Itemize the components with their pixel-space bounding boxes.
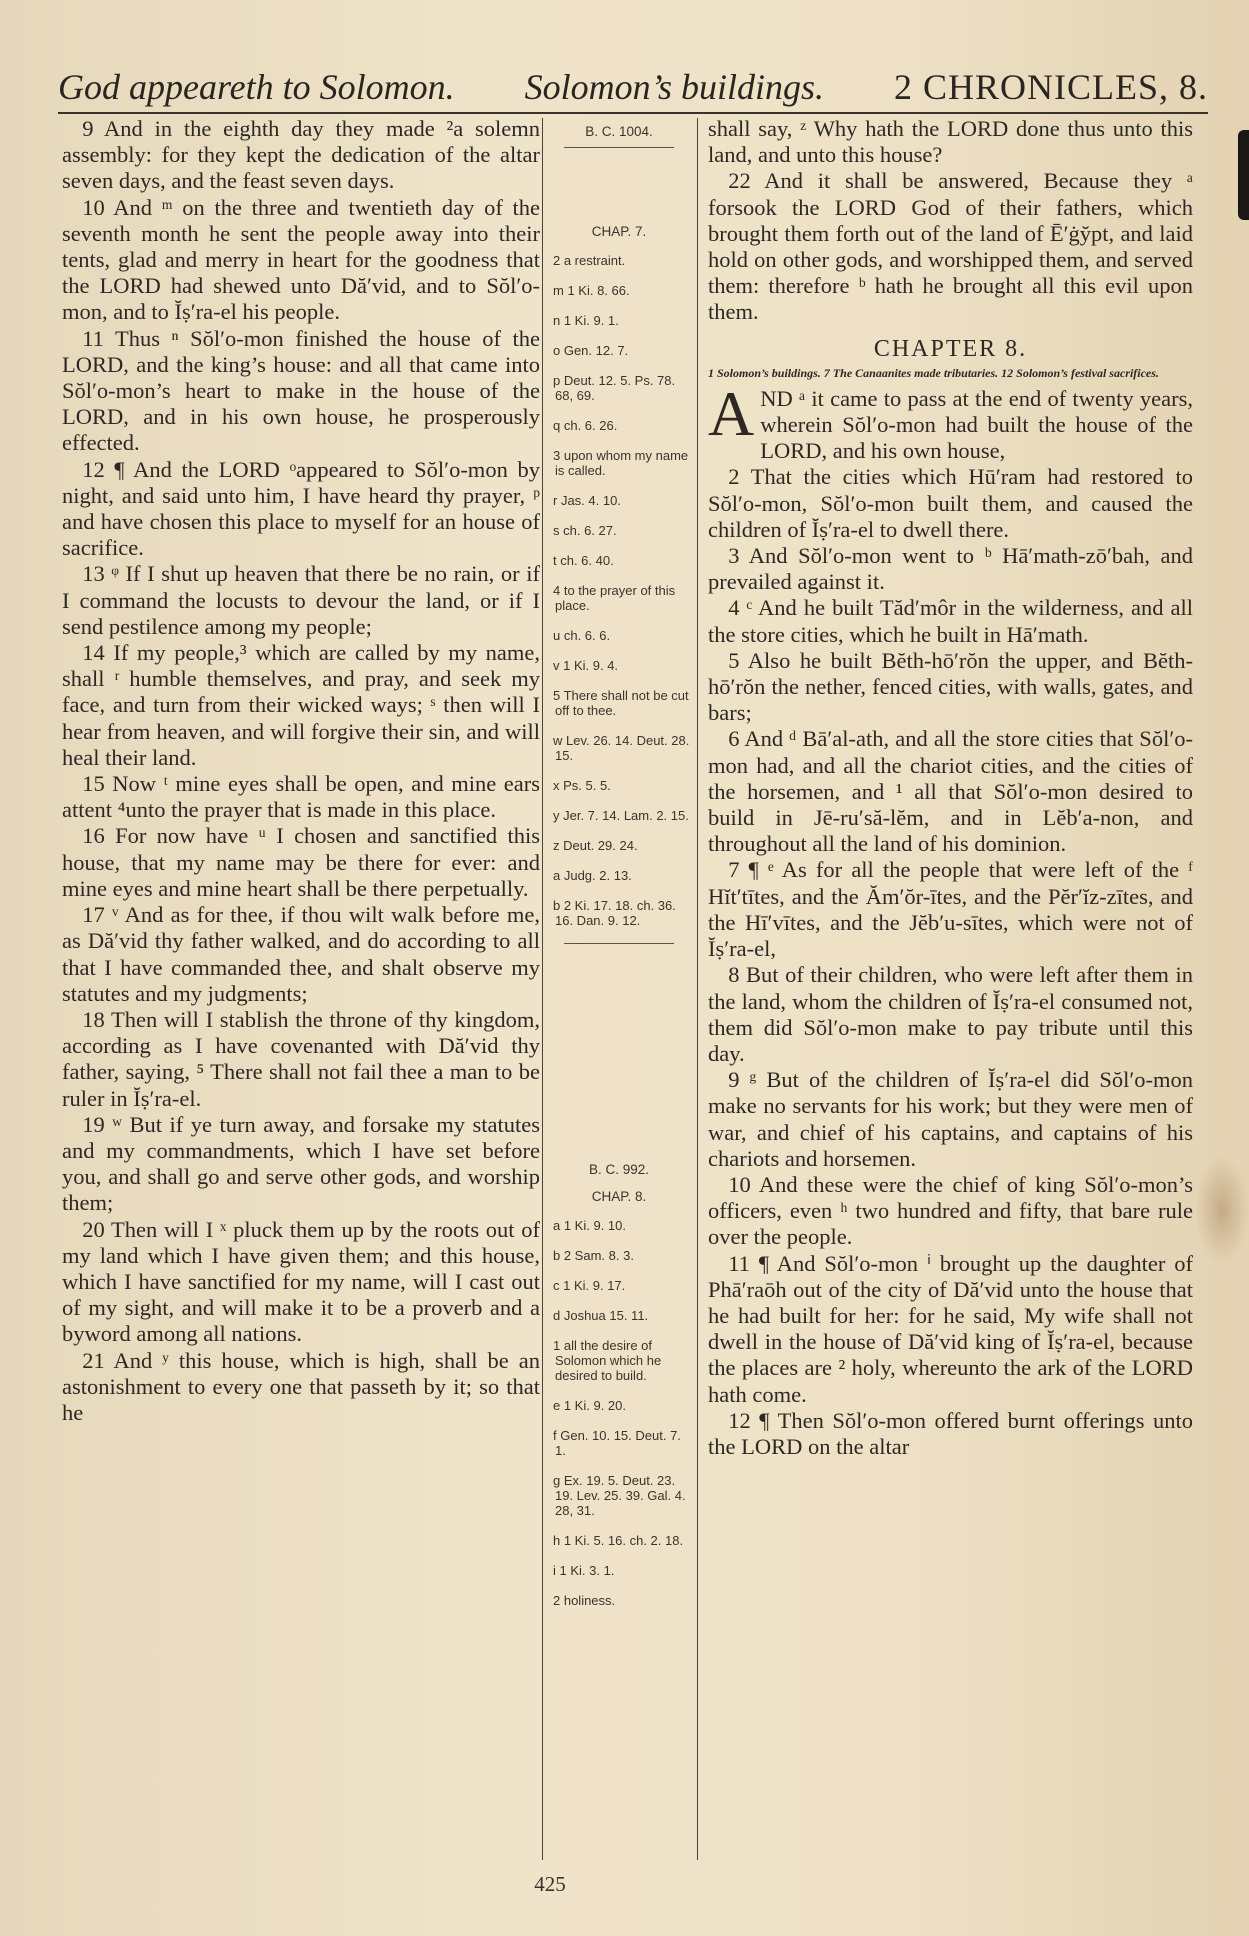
margin-reference: r Jas. 4. 10. [553,493,621,508]
verse-1 [708,377,1193,465]
verse: 11 Thus ⁿ Sŏl′o-mon finished the house of the LORD, and the king’s house: and all that came into Sŏl′o-mon’s heart to make in the house of the LORD, and in his own house, he prosperously effected. [62,325,540,456]
running-header [58,66,1208,118]
margin-reference: 3 upon whom my name is called. [553,448,689,478]
margin-reference: x Ps. 5. 5. [553,778,611,793]
margin-reference: m 1 Ki. 8. 66. [553,283,630,298]
margin-reference: v 1 Ki. 9. 4. [553,658,619,673]
verse: 20 Then will I ˣ pluck them up by the roots out of my land which I have given them; and this house, which I have sanctified for my name, will I cast out of my sight, and will make it to be a proverb and a byword among all nations. [62,1216,540,1347]
verse: 6 And ᵈ Bā′al-ath, and all the store cities that Sŏl′o-mon had, and all the chariot cities, and the cities of the horsemen, and ¹ all that Sŏl′o-mon desired to build in Jē-ru′să-lĕm, and in Lĕb′a-non, and throughout all the land of his dominion. [708,726,1193,857]
verse: 4 ᶜ And he built Tăd′môr in the wilderness, and all the store cities, which he built in Hā′math. [708,595,1193,647]
margin-reference: 2 a restraint. [553,253,626,268]
verse: 7 ¶ ᵉ As for all the people that were left of the ᶠ Hĭt′tītes, and the Ăm′ŏr-ītes, and the Pĕr′ĭz-zītes, and the Hī′vītes, and the Jĕb′u-sītes, which were not of Ĭṣ′ra-el, [708,857,1193,962]
margin-reference: s ch. 6. 27. [553,523,617,538]
chapter-title: CHAPTER 8. [873,335,1028,362]
margin-reference: p Deut. 12. 5. Ps. 78. 68, 69. [553,373,676,403]
references-bottom [545,1218,693,1608]
era-date-top: B. C. 1004. [585,124,653,139]
margin-reference: d Joshua 15. 11. [553,1308,649,1323]
header-rule [58,112,1208,114]
margin-reference: c 1 Ki. 9. 17. [553,1278,626,1293]
margin-reference: q ch. 6. 26. [553,418,618,433]
margin-reference: u ch. 6. 6. [553,628,611,643]
verse: 12 ¶ And the LORD ᵒappeared to Sŏl′o-mon by night, and said unto him, I have heard thy prayer, ᵖ and have chosen this place to myself for an house of sacrifice. [62,456,540,561]
verse: 10 And these were the chief of king Sŏl′o-mon’s officers, even ʰ two hundred and fifty, that bare rule over the people. [708,1171,1193,1250]
verse: 9 And in the eighth day they made ²a solemn assembly: for they kept the dedication of the altar seven days, and the feast seven days. [62,116,540,194]
header-middle: Solomon’s buildings. [524,67,824,107]
page-number: 425 [534,1872,566,1896]
verse: 14 If my people,³ which are called by my name, shall ʳ humble themselves, and pray, and seek my face, and turn from their wicked ways; ˢ then will I hear from heaven, and will forgive their sin, and will heal their land. [62,640,540,770]
header-right: 2 CHRONICLES, 8. [893,67,1208,107]
verse: 12 ¶ Then Sŏl′o-mon offered burnt offerings unto the LORD on the altar [708,1407,1193,1459]
margin-reference: b 2 Sam. 8. 3. [553,1248,634,1263]
margin-reference: b 2 Ki. 17. 18. ch. 36. 16. Dan. 9. 12. [553,898,676,928]
column-divider-right [697,118,698,1860]
margin-chapter-bottom: CHAP. 8. [591,1189,647,1204]
verse: 5 Also he built Bĕth-hō′rŏn the upper, and Bĕth-hō′rŏn the nether, fenced cities, with walls, gates, and bars; [708,647,1193,726]
paper-stain [1195,1155,1249,1265]
margin-reference: 2 holiness. [553,1593,616,1608]
references-top [545,253,693,928]
margin-reference: h 1 Ki. 5. 16. ch. 2. 18. [553,1533,684,1548]
verse: 11 ¶ And Sŏl′o-mon ⁱ brought up the daughter of Phā′raōh out of the city of Dă′vid unto the house that he had built for her: for he said, My wife shall not dwell in the house of Dă′vid king of Ĭṣ′ra-el, because the places are ² holy, whereunto the ark of the LORD hath come. [708,1250,1193,1407]
verse: 22 And it shall be answered, Because they ᵃ forsook the LORD God of their fathers, which brought them forth out of the land of Ē′ġy̆pt, and laid hold on other gods, and worshipped them, and served them: therefore ᵇ hath he brought all this evil upon them. [708,168,1193,325]
verse: 15 Now ᵗ mine eyes shall be open, and mine ears attent ⁴unto the prayer that is made in this place. [62,771,540,823]
header-left: God appeareth to Solomon. [58,67,455,107]
margin-reference: a Judg. 2. 13. [553,868,632,883]
verse-continuation: shall say, ᶻ Why hath the LORD done thus unto this land, and unto this house? [708,116,1193,168]
margin-chapter-top: CHAP. 7. [591,224,647,239]
margin-reference: 4 to the prayer of this place. [553,583,676,613]
margin-reference: n 1 Ki. 9. 1. [553,313,619,328]
verse: 10 And ᵐ on the three and twentieth day of the seventh month he sent the people away into their tents, glad and merry in heart for the goodness that the LORD had shewed unto Dă′vid, and to Sŏl′o-mon, and to Ĭṣ′ra-el his people. [62,194,540,325]
verse: 2 That the cities which Hū′ram had restored to Sŏl′o-mon, Sŏl′o-mon built them, and caused the children of Ĭṣ′ra-el to dwell there. [708,464,1193,542]
right-column [708,116,1193,1460]
margin-reference: z Deut. 29. 24. [553,838,638,853]
center-reference-column [545,116,693,1623]
verse: 21 And ʸ this house, which is high, shall be an astonishment to every one that passeth by it; so that he [62,1347,540,1425]
verse: 3 And Sŏl′o-mon went to ᵇ Hā′math-zō′bah, and prevailed against it. [708,543,1193,595]
column-divider-left [542,118,543,1860]
margin-reference: i 1 Ki. 3. 1. [553,1563,615,1578]
margin-reference: y Jer. 7. 14. Lam. 2. 15. [553,808,689,823]
verse: 16 For now have ᵘ I chosen and sanctified this house, that my name may be there for ever: and mine eyes and mine heart shall be there perpetually. [62,823,540,901]
margin-reference: 5 There shall not be cut off to thee. [553,688,689,718]
chapter-summary: 1 Solomon’s buildings. 7 The Canaanites made tributaries. 12 Solomon’s festival sacrifices. [708,365,1159,380]
verse-1-text: ND ᵃ it came to pass at the end of twenty years, wherein Sŏl′o-mon had built the house of the LORD, and his own house, [760,385,1193,464]
verse: 18 Then will I stablish the throne of thy kingdom, according as I have covenanted with Dă′vid thy father, saying, ⁵ There shall not fail thee a man to be ruler in Ĭṣ′ra-el. [62,1006,540,1111]
verse: 8 But of their children, who were left after them in the land, whom the children of Ĭṣ′ra-el consumed not, them did Sŏl′o-mon make to pay tribute until this day. [708,962,1193,1066]
era-date-bottom: B. C. 992. [588,1162,650,1177]
margin-reference: w Lev. 26. 14. Deut. 28. 15. [553,733,690,763]
margin-reference: o Gen. 12. 7. [553,343,629,358]
margin-reference: e 1 Ki. 9. 20. [553,1398,626,1413]
margin-reference: g Ex. 19. 5. Deut. 23. 19. Lev. 25. 39. Gal. 4. 28, 31. [553,1473,686,1518]
margin-reference: f Gen. 10. 15. Deut. 7. 1. [553,1428,681,1458]
verse: 9 ᵍ But of the children of Ĭṣ′ra-el did Sŏl′o-mon make no servants for his work; but they were men of war, and chief of his captains, and captains of his chariots and horsemen. [708,1067,1193,1171]
drop-cap: A [708,377,755,449]
page-edge-mark [1238,130,1249,220]
verse: 13 ᵠ If I shut up heaven that there be no rain, or if I command the locusts to devour the land, or if I send pestilence among my people; [62,561,540,639]
margin-reference: a 1 Ki. 9. 10. [553,1218,626,1233]
left-column [62,116,540,1426]
margin-rule [564,147,674,148]
margin-reference: 1 all the desire of Solomon which he desired to build. [553,1338,662,1383]
verse: 17 ᵛ And as for thee, if thou wilt walk before me, as Dă′vid thy father walked, and do according to all that I have commanded thee, and shalt observe my statutes and my judgments; [62,902,540,1006]
margin-reference: t ch. 6. 40. [553,553,614,568]
verse: 19 ʷ But if ye turn away, and forsake my statutes and my commandments, which I have set before you, and shall go and serve other gods, and worship them; [62,1111,540,1216]
